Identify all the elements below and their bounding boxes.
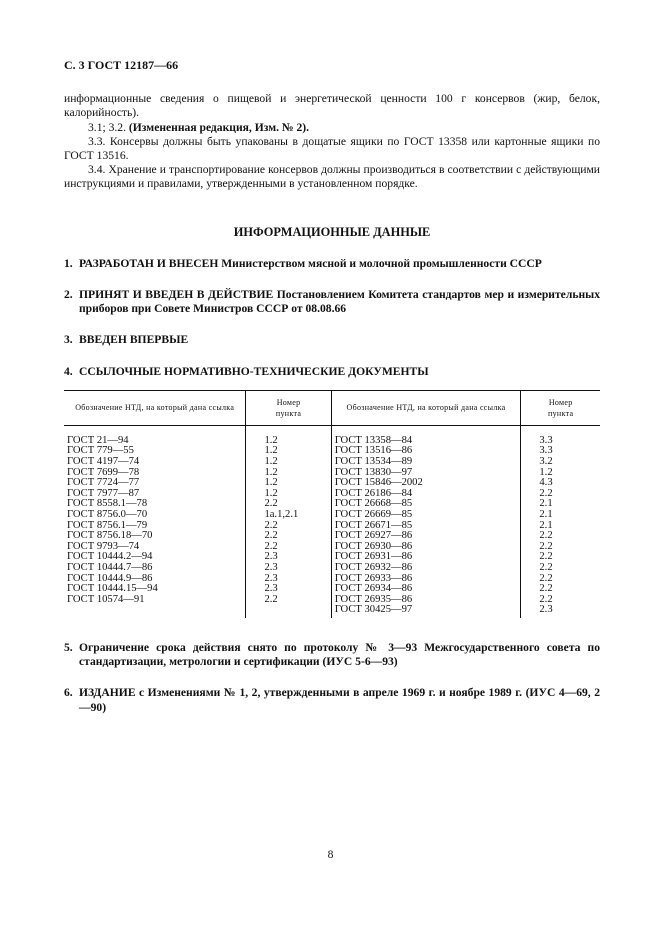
- right-num-cell: 2.2: [539, 540, 553, 552]
- right-num-cell: 2.2: [539, 583, 553, 595]
- right-doc-cell: ГОСТ 26935—86: [334, 593, 413, 605]
- left-num-cell: 1.2: [264, 456, 278, 468]
- left-num-cell: 2.2: [264, 519, 278, 531]
- left-num-cell: 1.2: [264, 487, 278, 499]
- document-page: [64, 58, 600, 732]
- left-num-cell: 1.2: [264, 466, 278, 478]
- right-doc-cell: ГОСТ 26186—84: [334, 487, 413, 499]
- left-doc-cell: ГОСТ 9793—74: [67, 540, 140, 552]
- right-num-cell: 2.2: [539, 487, 553, 499]
- item-number: 3.: [64, 333, 73, 347]
- left-doc-cell: ГОСТ 8756.1—79: [67, 519, 148, 531]
- references-table: [64, 390, 600, 618]
- header-doc-left: Обозначение НТД, на который дана ссылка: [64, 390, 246, 425]
- left-doc-cell: ГОСТ 7977—87: [67, 487, 140, 499]
- right-doc-cell: ГОСТ 26934—86: [334, 583, 413, 595]
- header-num-line1: Номер: [548, 397, 573, 407]
- left-doc-cell: ГОСТ 7724—77: [67, 477, 140, 489]
- item-number: 6.: [64, 686, 73, 700]
- left-doc-cell: ГОСТ 10444.9—86: [67, 572, 153, 584]
- left-doc-cell: ГОСТ 10574—91: [67, 593, 145, 605]
- right-doc-cell: ГОСТ 26933—86: [334, 572, 413, 584]
- paragraph-3-3: 3.3. Консервы должны быть упакованы в дощатые ящики по ГОСТ 13358 или картонные ящики по ГОСТ 13516.: [64, 134, 600, 163]
- header-num-line1: Номер: [276, 397, 301, 407]
- left-doc-cell: ГОСТ 21—94: [67, 434, 129, 446]
- paragraph-3-1-prefix: 3.1; 3.2.: [88, 120, 127, 134]
- left-num-cell: 2.2: [264, 593, 278, 605]
- right-doc-cell: ГОСТ 13516—86: [334, 445, 413, 457]
- right-doc-cell: ГОСТ 15846—2002: [334, 477, 423, 489]
- item-text: Ограничение срока действия снято по протоколу № 3—93 Межгосударственного совета по стандартизации, метрологии и сертификации (ИУС 5-6—93): [79, 640, 600, 669]
- right-doc-cell: ГОСТ 26930—86: [334, 540, 413, 552]
- left-doc-cell: ГОСТ 8558.1—78: [67, 498, 148, 510]
- info-section-title: ИНФОРМАЦИОННЫЕ ДАННЫЕ: [233, 224, 431, 239]
- left-doc-cell: ГОСТ 7699—78: [67, 466, 140, 478]
- right-doc-cell: ГОСТ 13534—89: [334, 456, 413, 468]
- right-doc-cell: ГОСТ 26932—86: [334, 561, 413, 573]
- item-text: ВВЕДЕН ВПЕРВЫЕ: [79, 333, 189, 347]
- right-num-cell: 4.3: [539, 477, 553, 489]
- right-doc-cell: ГОСТ 30425—97: [334, 604, 413, 616]
- header-num-line2: пункта: [275, 408, 302, 418]
- left-doc-cell: ГОСТ 10444.15—94: [67, 583, 158, 595]
- header-num-right: [521, 390, 600, 425]
- paragraph-3-4: 3.4. Хранение и транспортирование консервов должны производиться в соответствии с действующими инструкциями и правилами, утвержденными в установленном порядке.: [64, 163, 600, 191]
- right-num-cell: 2.2: [539, 561, 553, 573]
- left-num-cell: 1а.1,2.1: [264, 509, 299, 520]
- item-number: 4.: [64, 364, 73, 378]
- left-num-cell: 2.2: [264, 498, 278, 510]
- left-num-cell: 2.3: [264, 583, 278, 595]
- info-item-2: [64, 288, 600, 316]
- right-num-cell: 2.2: [539, 593, 553, 605]
- right-doc-column: [331, 425, 521, 618]
- right-num-cell: 2.2: [539, 551, 553, 563]
- left-doc-cell: ГОСТ 8756.18—70: [67, 530, 153, 542]
- item-text: ССЫЛОЧНЫЕ НОРМАТИВНО-ТЕХНИЧЕСКИЕ ДОКУМЕНТЫ: [79, 364, 429, 378]
- item-text: ИЗДАНИЕ с Изменениями № 1, 2, утвержденными в апреле 1969 г. и ноябре 1989 г. (ИУС 4—69, 2—90): [79, 686, 600, 714]
- info-item-3: [64, 333, 600, 347]
- paragraph-nutrition: информационные сведения о пищевой и энергетической ценности 100 г консервов (жир, белок, калорийность).: [64, 92, 600, 120]
- paragraph-3-1-3-2: [64, 121, 600, 135]
- left-doc-cell: ГОСТ 779—55: [67, 445, 134, 457]
- right-num-cell: 3.3: [539, 445, 553, 457]
- right-num-cell: 1.2: [539, 466, 553, 478]
- right-doc-cell: ГОСТ 13830—97: [334, 466, 413, 478]
- right-doc-cell: ГОСТ 26927—86: [334, 530, 413, 542]
- right-num-column: [521, 425, 600, 618]
- right-num-cell: 2.2: [539, 530, 553, 542]
- item-number: 5.: [64, 640, 73, 654]
- right-num-cell: 2.1: [539, 519, 553, 531]
- left-doc-cell: ГОСТ 10444.2—94: [67, 551, 153, 563]
- left-num-cell: 2.2: [264, 540, 278, 552]
- header-num-left: [246, 390, 331, 425]
- right-doc-cell: ГОСТ 13358—84: [334, 434, 413, 446]
- left-num-cell: 1.2: [264, 477, 278, 489]
- info-item-1: [64, 257, 600, 271]
- right-doc-cell: ГОСТ 26669—85: [334, 509, 413, 520]
- item-number: 1.: [64, 256, 73, 270]
- right-num-cell: 2.1: [539, 498, 553, 510]
- left-doc-cell: ГОСТ 10444.7—86: [67, 561, 153, 573]
- header-doc-right: Обозначение НТД, на который дана ссылка: [331, 390, 521, 425]
- right-num-cell: 2.3: [539, 604, 553, 616]
- left-doc-cell: ГОСТ 8756.0—70: [67, 509, 148, 520]
- right-num-cell: 3.2: [539, 456, 553, 468]
- left-num-cell: 2.3: [264, 572, 278, 584]
- amended-edition-note: (Измененная редакция, Изм. № 2).: [128, 120, 310, 134]
- page-header: С. 3 ГОСТ 12187—66: [64, 58, 179, 72]
- item-number: 2.: [64, 288, 73, 302]
- right-doc-cell: ГОСТ 26668—85: [334, 498, 413, 510]
- info-item-5: [64, 641, 600, 669]
- left-num-cell: 2.2: [264, 530, 278, 542]
- right-num-cell: 2.2: [539, 572, 553, 584]
- right-doc-cell: ГОСТ 26931—86: [334, 551, 413, 563]
- left-num-cell: 2.3: [264, 561, 278, 573]
- left-num-cell: 1.2: [264, 434, 278, 446]
- right-doc-cell: ГОСТ 26671—85: [334, 519, 413, 531]
- item-text: РАЗРАБОТАН И ВНЕСЕН Министерством мясной и молочной промышленности СССР: [79, 256, 542, 270]
- info-item-6: [64, 686, 600, 714]
- left-doc-column: [64, 425, 246, 618]
- left-num-cell: 2.3: [264, 551, 278, 563]
- info-item-4: [64, 365, 600, 379]
- left-num-column: [246, 425, 331, 618]
- right-num-cell: 2.1: [539, 509, 553, 520]
- page-number: 8: [327, 848, 334, 861]
- item-text: ПРИНЯТ И ВВЕДЕН В ДЕЙСТВИЕ Постановлением Комитета стандартов мер и измерительных приборов при Совете Министров СССР от 08.08.66: [79, 288, 600, 316]
- left-doc-cell: ГОСТ 4197—74: [67, 456, 140, 468]
- right-num-cell: 3.3: [539, 434, 553, 446]
- header-num-line2: пункта: [548, 408, 574, 418]
- left-num-cell: 1.2: [264, 445, 278, 457]
